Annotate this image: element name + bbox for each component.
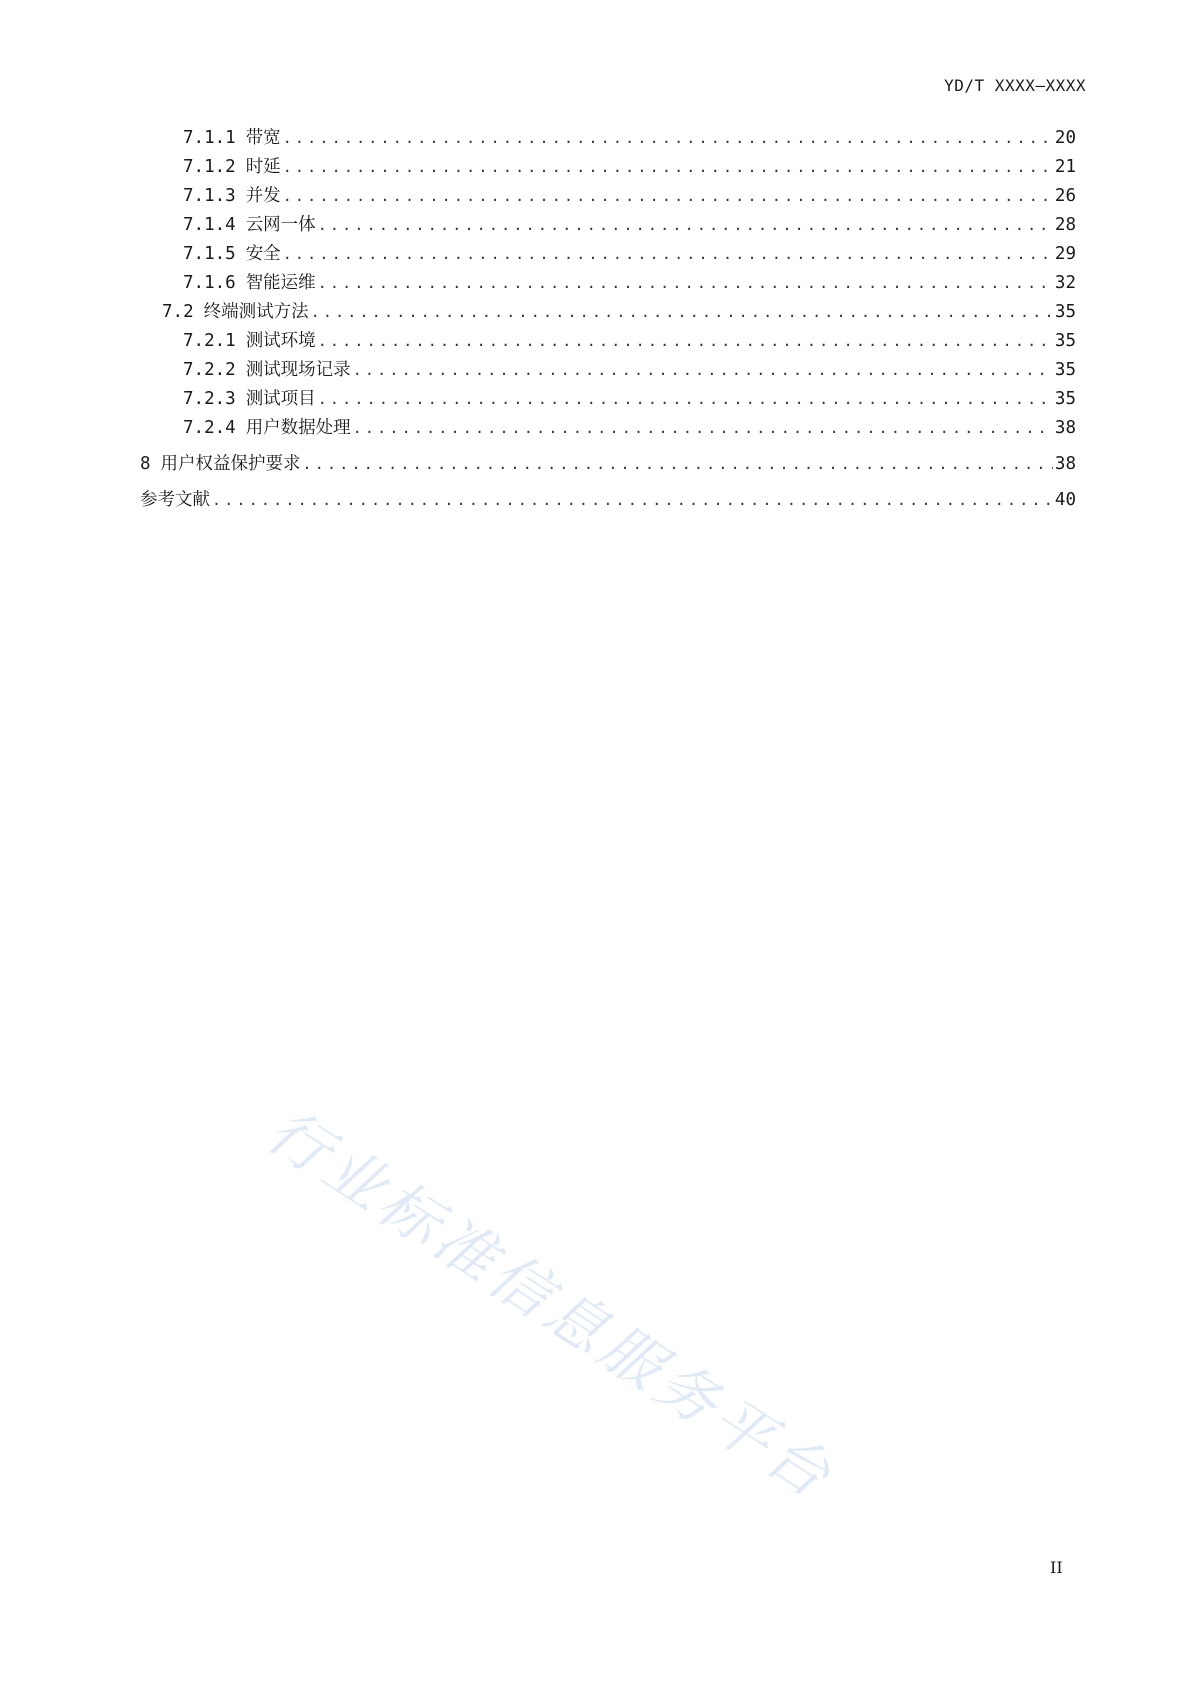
toc-entry-7-1-3[interactable] (140, 184, 1076, 208)
toc-dot-leader (353, 358, 1053, 382)
toc-dot-leader (283, 184, 1053, 208)
toc-dot-leader (283, 155, 1053, 179)
toc-entry-page: 29 (1054, 244, 1076, 264)
toc-dot-leader (212, 488, 1053, 512)
toc-dot-leader (283, 126, 1053, 150)
toc-entry-title: 用户权益保护要求 (160, 454, 301, 474)
toc-entry-title: 并发 (245, 186, 281, 206)
toc-dot-leader (283, 242, 1053, 266)
toc-entry-7-1-4[interactable] (140, 213, 1076, 237)
toc-entry-page: 32 (1054, 273, 1076, 293)
toc-dot-leader (311, 300, 1053, 324)
page-number-footer: II (1050, 1558, 1063, 1577)
toc-dot-leader (318, 329, 1053, 353)
toc-entry-title: 参考文献 (140, 490, 210, 510)
toc-entry-page: 20 (1054, 128, 1076, 148)
toc-entry-page: 38 (1054, 454, 1076, 474)
toc-entry-title: 智能运维 (245, 273, 316, 293)
toc-entry-7-2-3[interactable] (140, 387, 1076, 411)
toc-dot-leader (303, 452, 1053, 476)
toc-entry-7-1-5[interactable] (140, 242, 1076, 266)
toc-entry-number: 7.1.6 (183, 273, 236, 293)
toc-entry-title: 测试项目 (245, 389, 316, 409)
toc-entry-number: 7.1.1 (183, 128, 236, 148)
toc-dot-leader (318, 271, 1053, 295)
toc-entry-page: 38 (1054, 418, 1076, 438)
toc-entry-8[interactable] (140, 452, 1076, 476)
toc-entry-number: 7.1.4 (183, 215, 236, 235)
toc-entry-number: 7.1.3 (183, 186, 236, 206)
toc-entry-7-1-1[interactable] (140, 126, 1076, 150)
toc-entry-references[interactable] (140, 488, 1076, 512)
toc-entry-7-1-2[interactable] (140, 155, 1076, 179)
toc-entry-title: 带宽 (245, 128, 281, 148)
toc-dot-leader (318, 387, 1053, 411)
toc-entry-number: 7.1.5 (183, 244, 236, 264)
toc-entry-7-2-2[interactable] (140, 358, 1076, 382)
toc-entry-page: 35 (1054, 389, 1076, 409)
toc-entry-7-2[interactable] (140, 300, 1076, 324)
toc-entry-number: 7.2.4 (183, 418, 236, 438)
toc-entry-number: 7.2.3 (183, 389, 236, 409)
toc-dot-leader (318, 213, 1053, 237)
toc-entry-7-2-4[interactable] (140, 416, 1076, 440)
toc-entry-page: 28 (1054, 215, 1076, 235)
toc-entry-page: 40 (1054, 490, 1076, 510)
watermark-text: 行业标准信息服务平台 (254, 1095, 847, 1515)
toc-dot-leader (353, 416, 1053, 440)
toc-entry-number: 7.2 (162, 302, 194, 322)
toc-entry-7-2-1[interactable] (140, 329, 1076, 353)
toc-entry-page: 35 (1054, 331, 1076, 351)
toc-entry-page: 35 (1054, 360, 1076, 380)
toc-entry-title: 云网一体 (245, 215, 316, 235)
toc-entry-number: 8 (140, 454, 151, 474)
toc-entry-title: 时延 (245, 157, 281, 177)
toc-entry-title: 安全 (245, 244, 281, 264)
toc-entry-title: 用户数据处理 (245, 418, 351, 438)
toc-entry-title: 测试现场记录 (245, 360, 351, 380)
toc-entry-number: 7.2.2 (183, 360, 236, 380)
toc-entry-number: 7.2.1 (183, 331, 236, 351)
toc-entry-number: 7.1.2 (183, 157, 236, 177)
toc-entry-page: 35 (1054, 302, 1076, 322)
toc-entry-page: 26 (1054, 186, 1076, 206)
toc-entry-title: 测试环境 (245, 331, 316, 351)
toc-entry-title: 终端测试方法 (203, 302, 309, 322)
document-code-header: YD/T XXXX—XXXX (944, 76, 1086, 95)
toc-entry-page: 21 (1054, 157, 1076, 177)
toc-entry-7-1-6[interactable] (140, 271, 1076, 295)
